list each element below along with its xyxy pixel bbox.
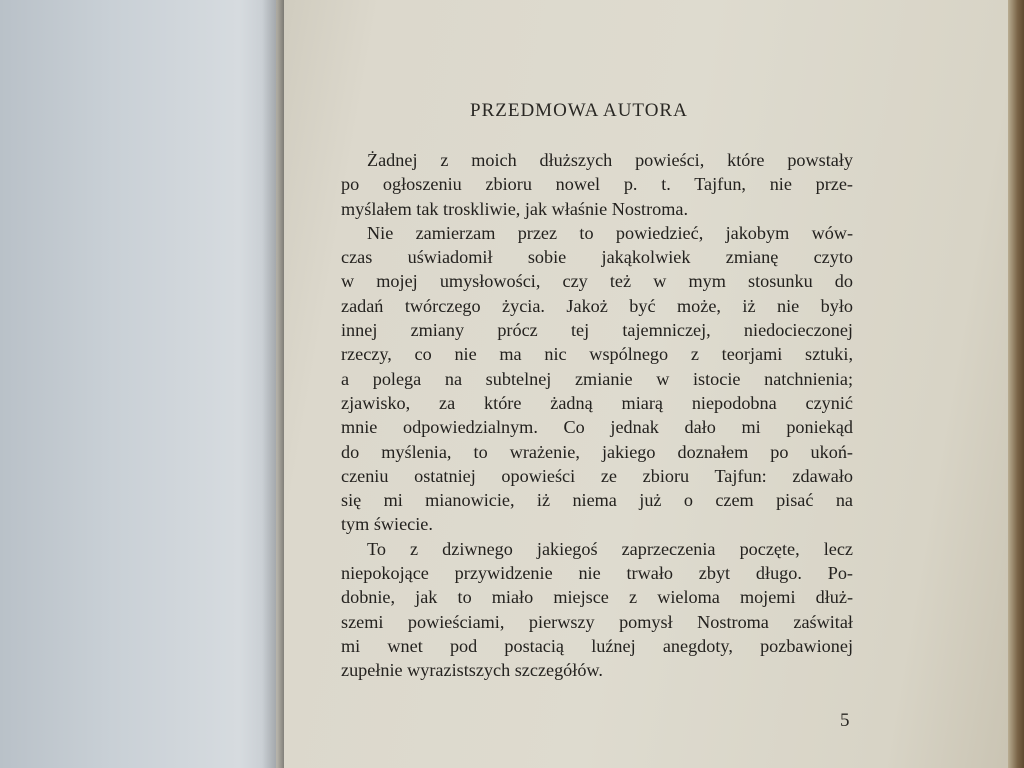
book-gutter [262, 0, 284, 768]
left-page [0, 0, 282, 768]
text-line: mnie odpowiedzialnym. Co jednak dało mi poniekąd [341, 417, 853, 438]
page-number: 5 [840, 710, 850, 731]
text-line: dobnie, jak to miało miejsce z wieloma mojemi dłuż- [341, 587, 853, 608]
text-line: zadań twórczego życia. Jakoż być może, iż nie było [341, 295, 853, 316]
text-line: Nie zamierzam przez to powiedzieć, jakobym wów- [367, 222, 853, 243]
text-line: po ogłoszeniu zbioru nowel p. t. Tajfun, nie prze- [341, 174, 853, 195]
text-line: mi wnet pod postacią luźnej anegdoty, pozbawionej [341, 635, 853, 656]
text-line: zjawisko, za które żadną miarą niepodobna czynić [341, 392, 853, 413]
text-line: To z dziwnego jakiegoś zaprzeczenia poczęte, lecz [367, 538, 853, 559]
text-line: innej zmiany prócz tej tajemniczej, niedocieczonej [341, 320, 853, 341]
text-line: się mi mianowicie, iż niema już o czem pisać na [341, 490, 853, 511]
text-line: niepokojące przywidzenie nie trwało zbyt długo. Po- [341, 563, 853, 584]
text-line: do myślenia, to wrażenie, jakiego doznałem po ukoń- [341, 441, 853, 462]
chapter-heading: PRZEDMOWA AUTORA [470, 100, 688, 121]
text-line: rzeczy, co nie ma nic wspólnego z teorjami sztuki, [341, 344, 853, 365]
text-line: szemi powieściami, pierwszy pomysł Nostroma zaświtał [341, 611, 853, 632]
text-line: w mojej umysłowości, czy też w mym stosunku do [341, 271, 853, 292]
text-line: myślałem tak troskliwie, jak właśnie Nostroma. [341, 198, 689, 219]
text-line: tym świecie. [341, 514, 433, 535]
page-edge [1008, 0, 1024, 768]
text-line: a polega na subtelnej zmianie w istocie natchnienia; [341, 368, 853, 389]
text-line: zupełnie wyrazistszych szczegółów. [341, 660, 603, 681]
text-line: czas uświadomił sobie jakąkolwiek zmianę czyto [341, 247, 853, 268]
text-line: Żadnej z moich dłuższych powieści, które powstały [367, 150, 853, 170]
text-line: czeniu ostatniej opowieści ze zbioru Tajfun: zdawało [341, 465, 853, 486]
body-text [341, 148, 853, 683]
